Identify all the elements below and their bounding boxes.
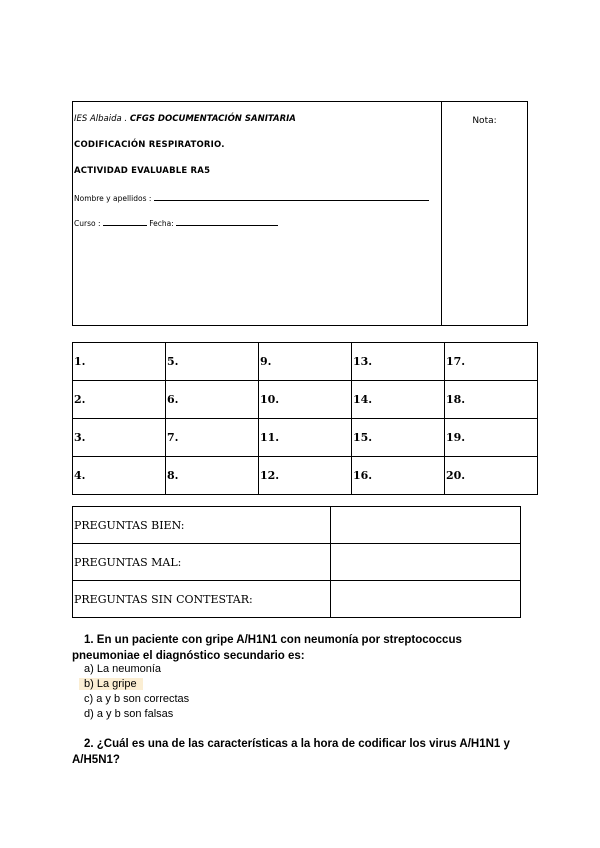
answer-cell[interactable]: 15. — [352, 419, 445, 457]
answer-cell[interactable]: 14. — [352, 381, 445, 419]
question-1-option-c[interactable]: c) a y b son correctas — [84, 693, 190, 705]
header-box — [72, 101, 528, 326]
answer-cell[interactable]: 16. — [352, 457, 445, 495]
subject-title: CODIFICACIÓN RESPIRATORIO. — [74, 140, 225, 150]
answer-cell[interactable]: 17. — [445, 343, 538, 381]
answer-cell[interactable]: 5. — [166, 343, 259, 381]
score-label: PREGUNTAS MAL: — [73, 544, 331, 581]
header-info — [73, 102, 442, 325]
score-table — [72, 506, 521, 618]
answer-cell[interactable]: 20. — [445, 457, 538, 495]
answer-cell[interactable]: 1. — [73, 343, 166, 381]
answer-cell[interactable]: 8. — [166, 457, 259, 495]
question-2-text: 2. ¿Cuál es una de las características a la hora de codificar los virus A/H1N1 y A/H5N1? — [72, 738, 510, 766]
fecha-label: Fecha: — [149, 219, 174, 228]
score-value[interactable] — [331, 544, 521, 581]
answer-cell[interactable]: 10. — [259, 381, 352, 419]
name-field[interactable] — [154, 193, 429, 201]
answer-cell[interactable]: 4. — [73, 457, 166, 495]
school-line — [74, 114, 296, 124]
answer-row — [73, 343, 538, 381]
question-1-option-a[interactable]: a) La neumonía — [84, 663, 162, 675]
score-row — [73, 544, 521, 581]
answer-cell[interactable]: 3. — [73, 419, 166, 457]
selected-option-highlight: b) La gripe — [79, 678, 143, 690]
answer-cell[interactable]: 7. — [166, 419, 259, 457]
answer-row — [73, 457, 538, 495]
activity-title: ACTIVIDAD EVALUABLE RA5 — [74, 166, 211, 176]
answer-row — [73, 381, 538, 419]
score-value[interactable] — [331, 581, 521, 618]
name-line — [74, 193, 429, 203]
course-name: CFGS DOCUMENTACIÓN SANITARIA — [129, 114, 296, 124]
answer-cell[interactable]: 13. — [352, 343, 445, 381]
answer-cell[interactable]: 18. — [445, 381, 538, 419]
answer-cell[interactable]: 2. — [73, 381, 166, 419]
score-row — [73, 581, 521, 618]
curso-line — [74, 218, 278, 228]
curso-label: Curso : — [74, 219, 101, 228]
nota-label: Nota: — [472, 116, 497, 126]
curso-field[interactable] — [103, 218, 147, 226]
answer-cell[interactable]: 11. — [259, 419, 352, 457]
score-label: PREGUNTAS SIN CONTESTAR: — [73, 581, 331, 618]
name-label: Nombre y apellidos : — [74, 194, 152, 203]
answer-row — [73, 419, 538, 457]
answer-cell[interactable]: 9. — [259, 343, 352, 381]
question-1-option-b[interactable] — [84, 678, 143, 690]
answer-cell[interactable]: 19. — [445, 419, 538, 457]
fecha-field[interactable] — [176, 218, 278, 226]
score-label: PREGUNTAS BIEN: — [73, 507, 331, 544]
answer-cell[interactable]: 12. — [259, 457, 352, 495]
score-row — [73, 507, 521, 544]
score-value[interactable] — [331, 507, 521, 544]
school-name: IES Albaida . — [74, 114, 128, 124]
answer-grid — [72, 342, 538, 495]
answer-cell[interactable]: 6. — [166, 381, 259, 419]
question-1-option-d[interactable]: d) a y b son falsas — [84, 708, 174, 720]
question-1-text: 1. En un paciente con gripe A/H1N1 con neumonía por streptococcus pneumoniae el diagnóstico secundario es: — [72, 634, 462, 662]
